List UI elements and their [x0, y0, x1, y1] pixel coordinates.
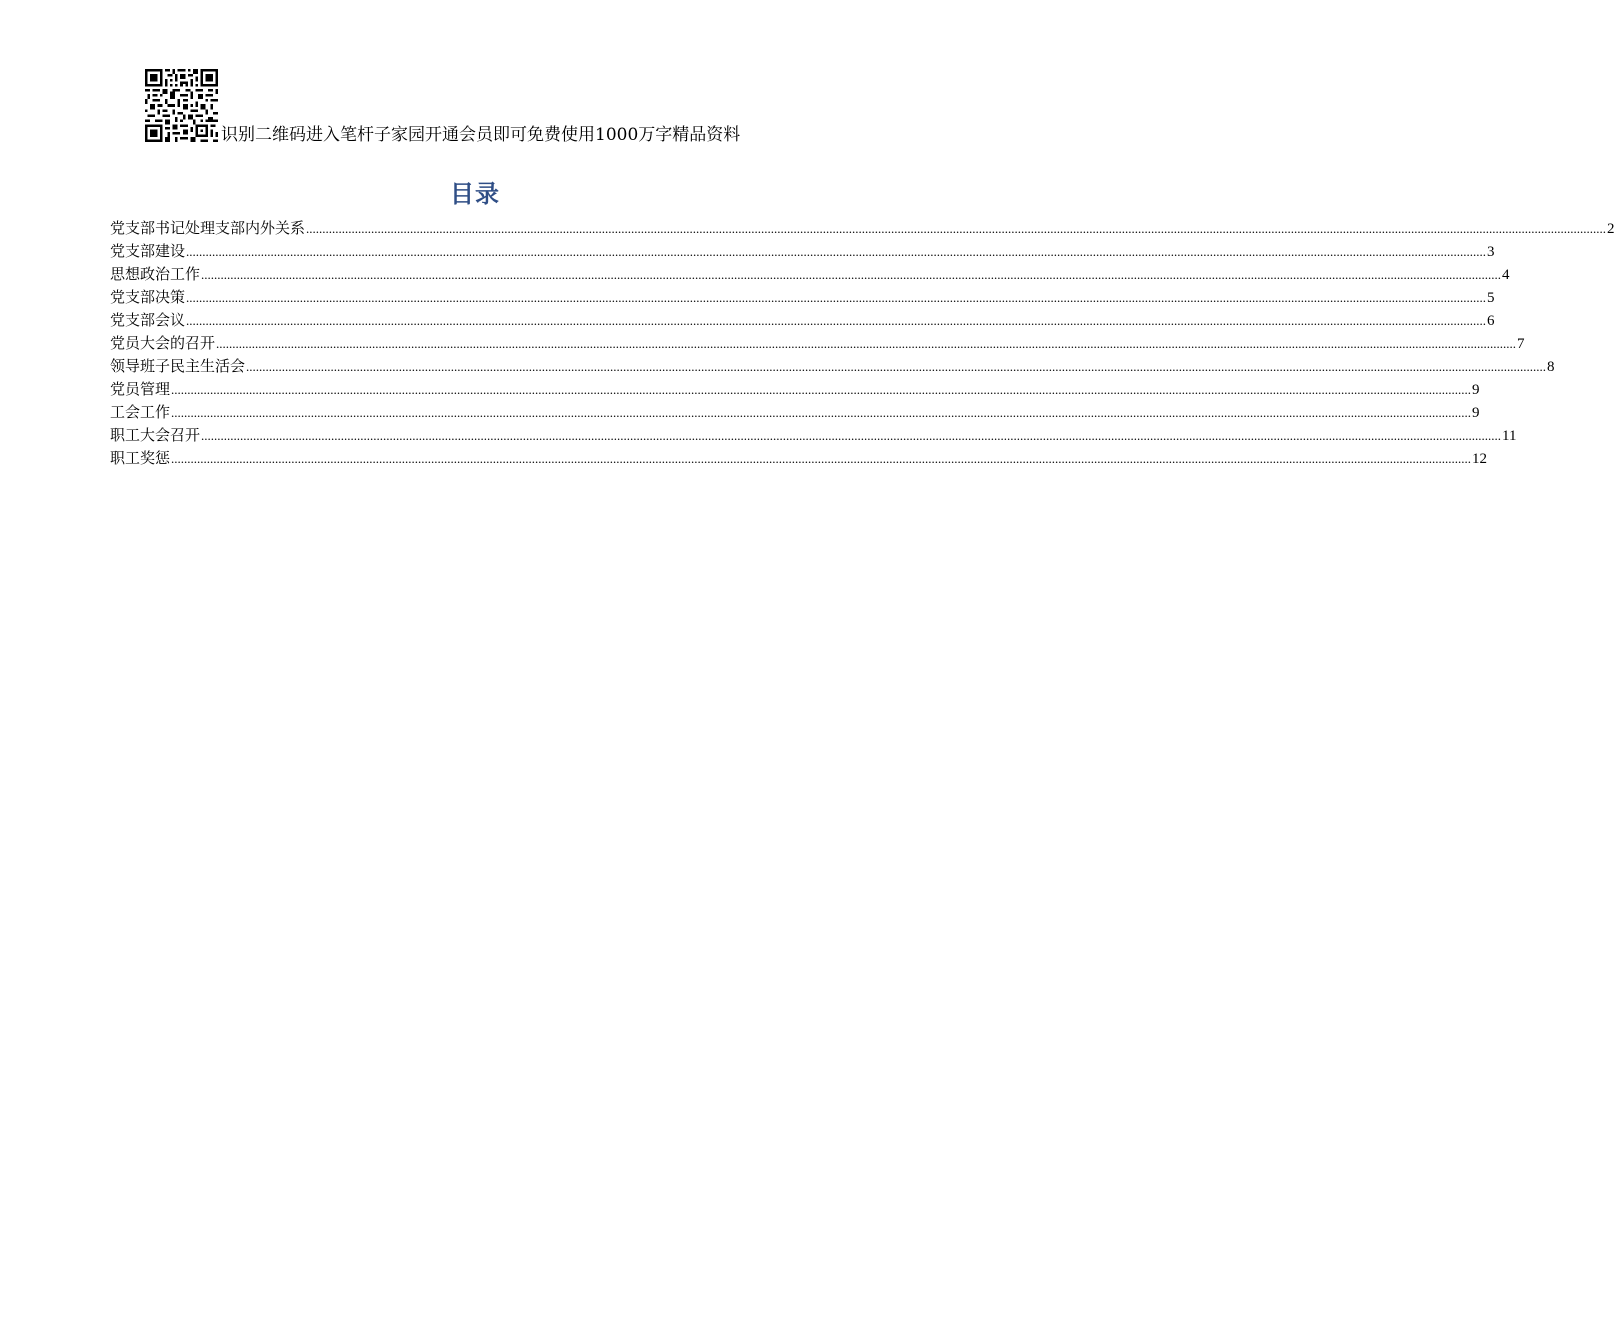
toc-entry-label: 党员管理 — [110, 380, 171, 398]
toc-entry[interactable] — [110, 332, 1525, 355]
toc-entry-label: 领导班子民主生活会 — [110, 357, 246, 375]
toc-entry-page: 8 — [1547, 359, 1555, 375]
table-of-contents — [110, 217, 1615, 470]
toc-entry-page: 6 — [1487, 313, 1495, 329]
toc-entry[interactable] — [110, 378, 1480, 401]
toc-dot-leader: ................................................................................................................................................................................................................................................................................................................................................................................................................ — [171, 405, 1472, 420]
toc-dot-leader: ................................................................................................................................................................................................................................................................................................................................................................................................................ — [186, 290, 1487, 305]
toc-dot-leader: ................................................................................................................................................................................................................................................................................................................................................................................................................ — [216, 336, 1517, 351]
qr-code-icon[interactable] — [145, 69, 218, 142]
toc-entry-page: 11 — [1502, 428, 1517, 444]
toc-entry-page: 9 — [1472, 405, 1480, 421]
toc-entry-label: 党支部决策 — [110, 288, 186, 306]
toc-dot-leader: ................................................................................................................................................................................................................................................................................................................................................................................................................ — [201, 428, 1502, 443]
toc-dot-leader: ................................................................................................................................................................................................................................................................................................................................................................................................................ — [186, 244, 1487, 259]
toc-entry-page: 2 — [1607, 221, 1615, 237]
toc-dot-leader: ................................................................................................................................................................................................................................................................................................................................................................................................................ — [306, 221, 1607, 236]
toc-entry[interactable] — [110, 447, 1488, 470]
qr-caption: 识别二维码进入笔杆子家园开通会员即可免费使用1000万字精品资料 — [221, 125, 741, 145]
toc-entry-page: 7 — [1517, 336, 1525, 352]
toc-entry[interactable] — [110, 286, 1495, 309]
toc-entry-page: 4 — [1502, 267, 1510, 283]
toc-entry[interactable] — [110, 424, 1517, 447]
toc-entry[interactable] — [110, 309, 1495, 332]
toc-dot-leader: ................................................................................................................................................................................................................................................................................................................................................................................................................ — [171, 451, 1472, 466]
qr-header — [145, 69, 741, 145]
toc-entry[interactable] — [110, 217, 1615, 240]
toc-dot-leader: ................................................................................................................................................................................................................................................................................................................................................................................................................ — [246, 359, 1547, 374]
toc-entry-page: 12 — [1472, 451, 1488, 467]
toc-entry-label: 职工大会召开 — [110, 426, 201, 444]
toc-entry[interactable] — [110, 240, 1495, 263]
toc-entry[interactable] — [110, 401, 1480, 424]
toc-entry-label: 职工奖惩 — [110, 449, 171, 467]
toc-entry-label: 党支部书记处理支部内外关系 — [110, 219, 306, 237]
toc-dot-leader: ................................................................................................................................................................................................................................................................................................................................................................................................................ — [201, 267, 1502, 282]
toc-entry[interactable] — [110, 355, 1555, 378]
toc-entry-page: 5 — [1487, 290, 1495, 306]
toc-entry-label: 党员大会的召开 — [110, 334, 216, 352]
toc-dot-leader: ................................................................................................................................................................................................................................................................................................................................................................................................................ — [186, 313, 1487, 328]
toc-entry-label: 思想政治工作 — [110, 265, 201, 283]
toc-dot-leader: ................................................................................................................................................................................................................................................................................................................................................................................................................ — [171, 382, 1472, 397]
toc-entry-page: 9 — [1472, 382, 1480, 398]
toc-entry-page: 3 — [1487, 244, 1495, 260]
toc-entry-label: 党支部会议 — [110, 311, 186, 329]
toc-entry-label: 工会工作 — [110, 403, 171, 421]
toc-entry-label: 党支部建设 — [110, 242, 186, 260]
page-title: 目录 — [450, 179, 500, 208]
toc-entry[interactable] — [110, 263, 1510, 286]
